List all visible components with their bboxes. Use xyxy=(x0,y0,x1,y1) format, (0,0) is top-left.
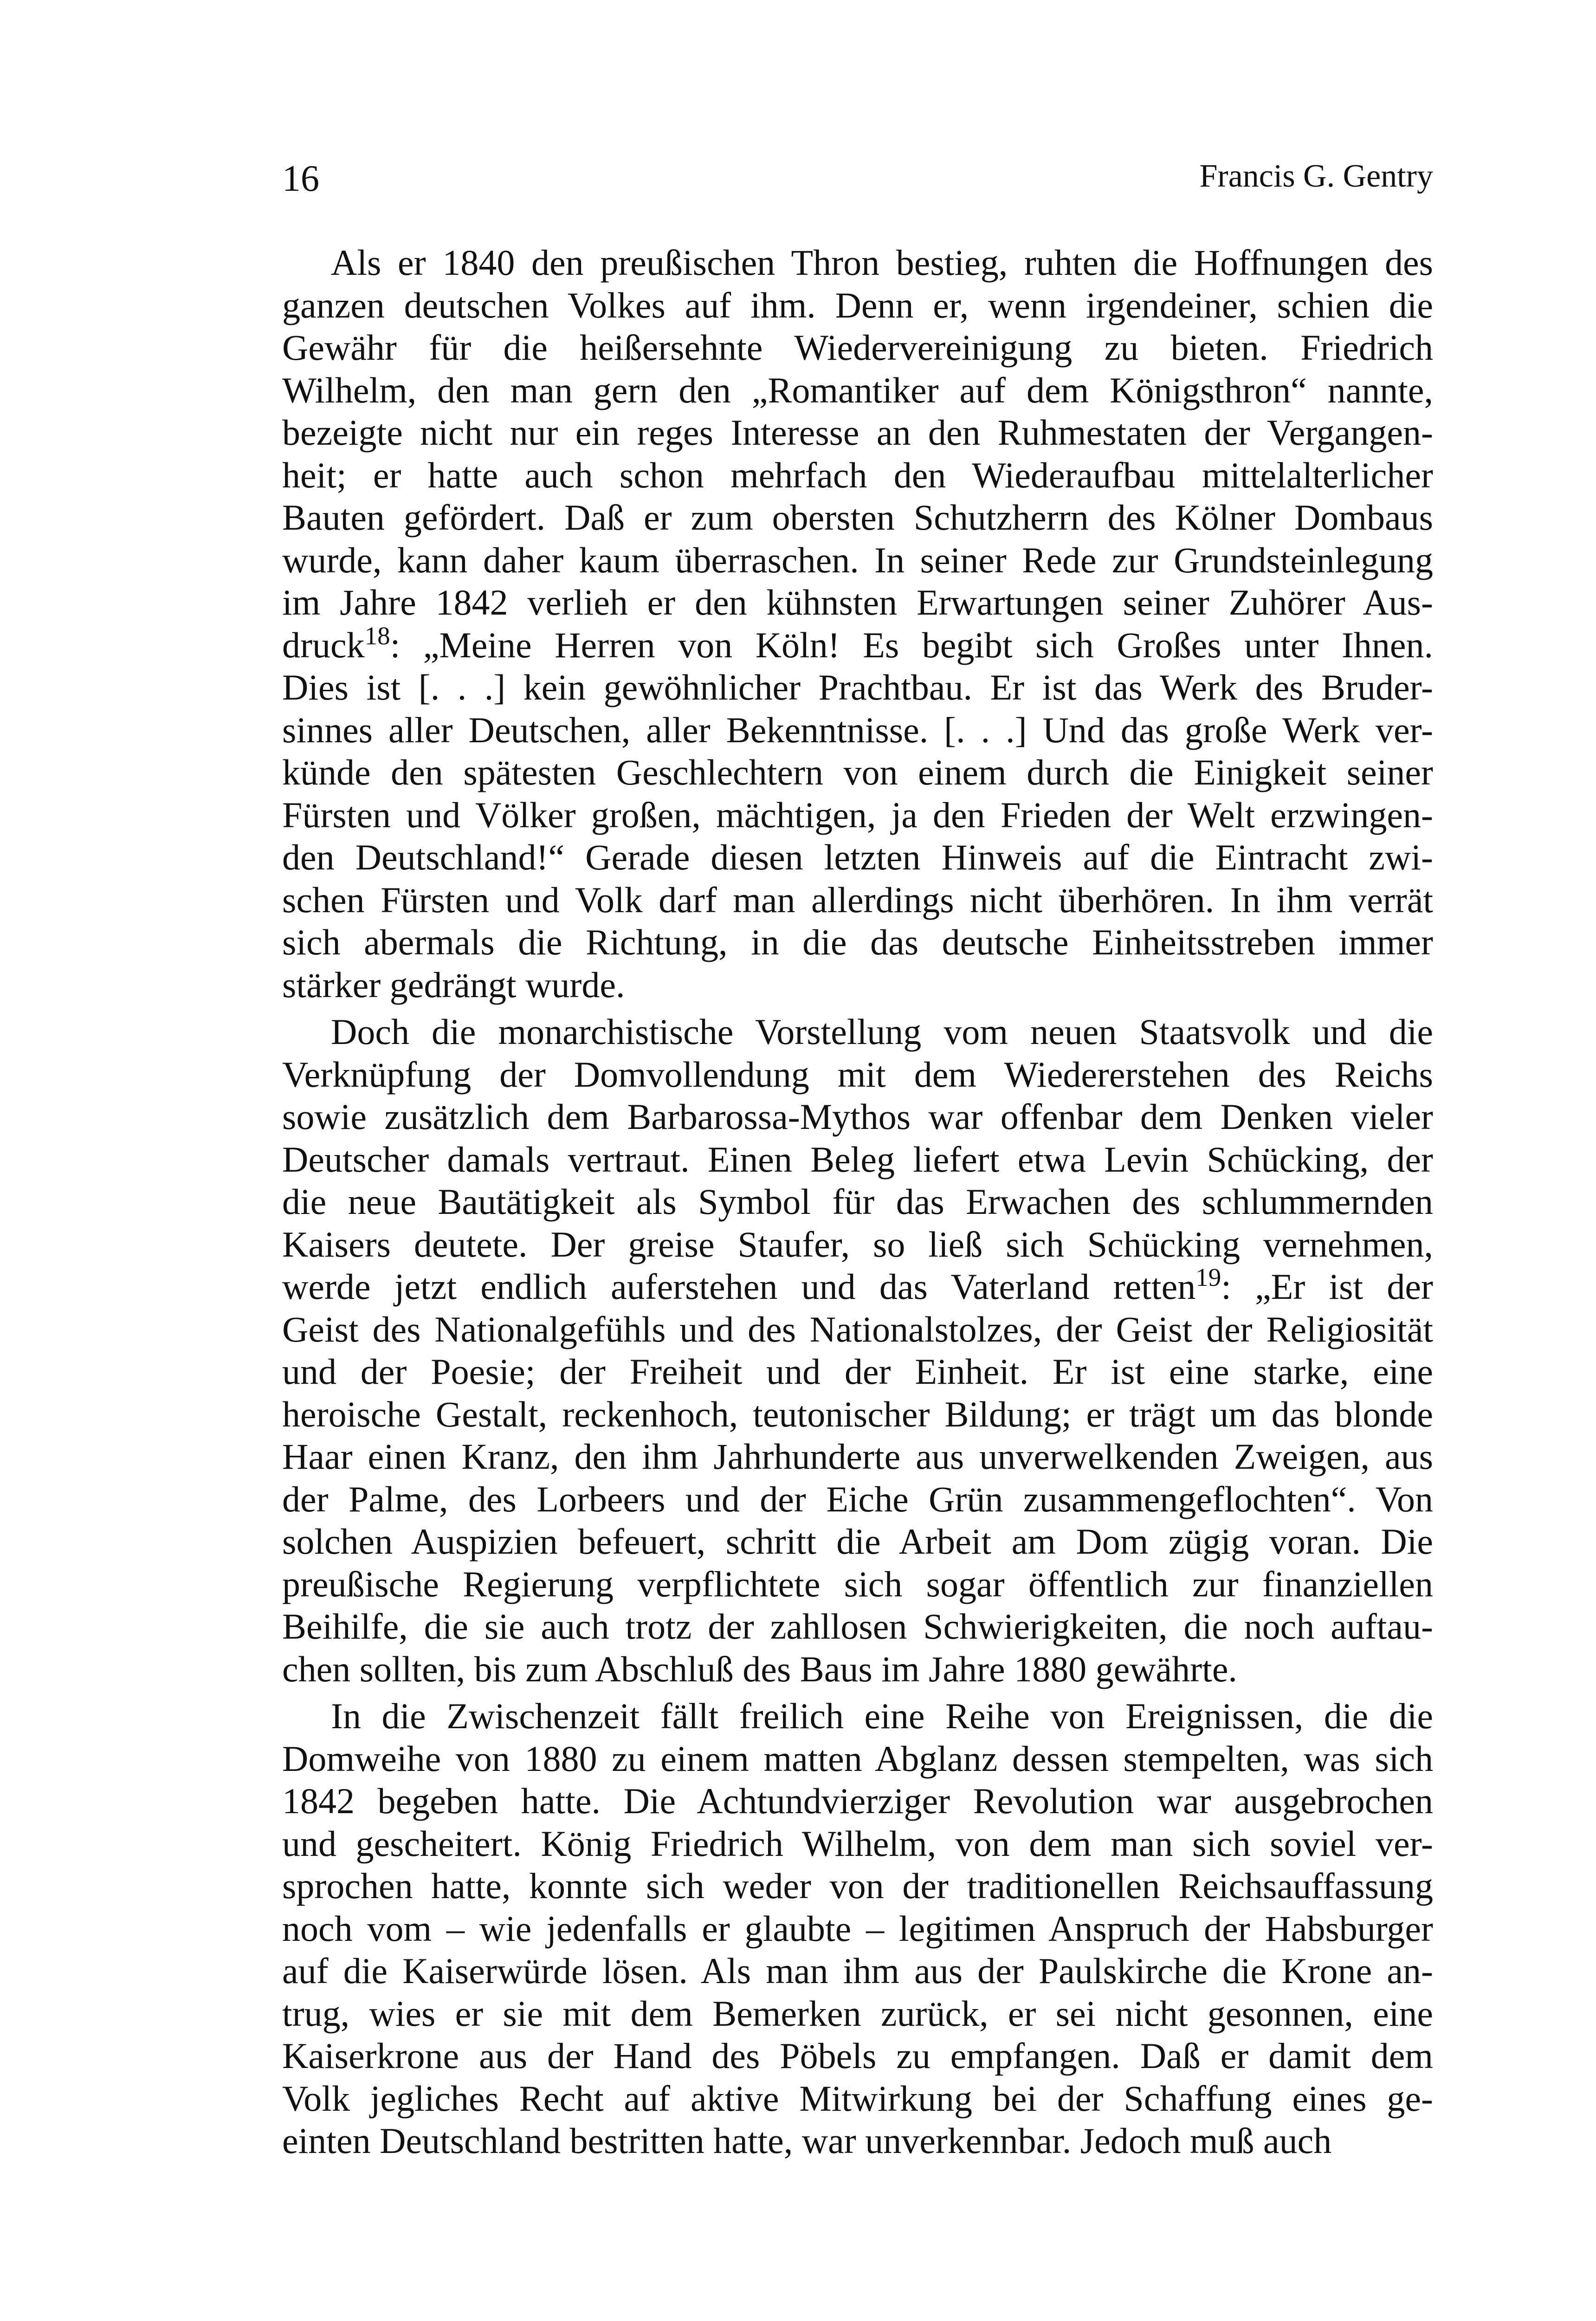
text-segment: druck xyxy=(282,624,365,665)
text-line: sich abermals die Richtung, in die das deutsche Einheitsstreben immer xyxy=(282,922,1433,962)
page-number: 16 xyxy=(282,158,319,199)
text-line: Als er 1840 den preußischen Thron bestieg, ruhten die Hoffnungen des xyxy=(331,242,1433,283)
text-line: Haar einen Kranz, den ihm Jahrhunderte aus unverwelkenden Zweigen, aus xyxy=(282,1436,1433,1477)
text-line: den Deutschland!“ Gerade diesen letzten Hinweis auf die Eintracht zwi- xyxy=(282,837,1433,877)
body-text xyxy=(282,241,1433,2162)
text-line: heroische Gestalt, reckenhoch, teutonischer Bildung; er trägt um das blonde xyxy=(282,1394,1433,1434)
text-segment: werde jetzt endlich auferstehen und das Vaterland retten xyxy=(282,1266,1196,1307)
text-line: bezeigte nicht nur ein reges Interesse an den Ruhmestaten der Vergangen- xyxy=(282,412,1433,453)
text-line: solchen Auspizien befeuert, schritt die Arbeit am Dom zügig voran. Die xyxy=(282,1521,1433,1562)
text-line: auf die Kaiserwürde lösen. Als man ihm aus der Paulskirche die Krone an- xyxy=(282,1951,1433,1991)
text-line xyxy=(282,624,1433,667)
text-line: 1842 begeben hatte. Die Achtundvierziger Revolution war ausgebrochen xyxy=(282,1781,1433,1821)
text-line: im Jahre 1842 verlieh er den kühnsten Erwartungen seiner Zuhörer Aus- xyxy=(282,582,1433,622)
text-line: sowie zusätzlich dem Barbarossa-Mythos war offenbar dem Denken vieler xyxy=(282,1096,1433,1137)
text-line: In die Zwischenzeit fällt freilich eine Reihe von Ereignissen, die die xyxy=(331,1696,1433,1736)
text-line: heit; er hatte auch schon mehrfach den Wiederaufbau mittelalterlicher xyxy=(282,454,1433,495)
text-line: Beihilfe, die sie auch trotz der zahllosen Schwierigkeiten, die noch auftau- xyxy=(282,1606,1433,1647)
text-line: Deutscher damals vertraut. Einen Beleg liefert etwa Levin Schücking, der xyxy=(282,1139,1433,1180)
text-line: Wilhelm, den man gern den „Romantiker auf dem Königsthron“ nannte, xyxy=(282,370,1433,410)
text-line: Fürsten und Völker großen, mächtigen, ja den Frieden der Welt erzwingen- xyxy=(282,794,1433,835)
text-line xyxy=(282,1265,1433,1308)
running-head-author: Francis G. Gentry xyxy=(1199,158,1433,194)
footnote-marker[interactable]: 19 xyxy=(1195,1265,1221,1291)
text-line: ganzen deutschen Volkes auf ihm. Denn er, wenn irgendeiner, schien die xyxy=(282,285,1433,325)
text-segment: : „Er ist der xyxy=(1221,1266,1433,1307)
text-line: die neue Bautätigkeit als Symbol für das Erwachen des schlummernden xyxy=(282,1181,1433,1222)
text-line: Geist des Nationalgefühls und des Nationalstolzes, der Geist der Religiosität xyxy=(282,1309,1433,1349)
text-line: wurde, kann daher kaum überraschen. In seiner Rede zur Grundsteinlegung xyxy=(282,539,1433,580)
text-line: künde den spätesten Geschlechtern von einem durch die Einigkeit seiner xyxy=(282,752,1433,792)
text-line: Bauten gefördert. Daß er zum obersten Schutzherrn des Kölner Dombaus xyxy=(282,497,1433,538)
paragraph-gap xyxy=(282,1690,1433,1695)
text-line: preußische Regierung verpflichtete sich sogar öffentlich zur finanziellen xyxy=(282,1563,1433,1604)
text-segment: : „Meine Herren von Köln! Es begibt sich Großes unter Ihnen. xyxy=(390,624,1433,665)
text-line: und gescheitert. König Friedrich Wilhelm, von dem man sich soviel ver- xyxy=(282,1823,1433,1864)
text-line: Kaiserkrone aus der Hand des Pöbels zu empfangen. Daß er damit dem xyxy=(282,2036,1433,2076)
footnote-marker[interactable]: 18 xyxy=(364,623,390,650)
text-line: trug, wies er sie mit dem Bemerken zurück, er sei nicht gesonnen, eine xyxy=(282,1993,1433,2034)
text-line: schen Fürsten und Volk darf man allerdings nicht überhören. In ihm verrät xyxy=(282,879,1433,920)
text-line: Gewähr für die heißersehnte Wiedervereinigung zu bieten. Friedrich xyxy=(282,327,1433,368)
text-line: stärker gedrängt wurde. xyxy=(282,964,625,1005)
paragraph-gap xyxy=(282,1006,1433,1011)
text-line: Doch die monarchistische Vorstellung vom neuen Staatsvolk und die xyxy=(331,1011,1433,1052)
text-line: und der Poesie; der Freiheit und der Einheit. Er ist eine starke, eine xyxy=(282,1351,1433,1392)
text-line: Kaisers deutete. Der greise Staufer, so ließ sich Schücking vernehmen, xyxy=(282,1224,1433,1264)
text-line: Domweihe von 1880 zu einem matten Abglanz dessen stempelten, was sich xyxy=(282,1738,1433,1779)
text-line: Verknüpfung der Domvollendung mit dem Wiedererstehen des Reichs xyxy=(282,1054,1433,1095)
text-line: Volk jegliches Recht auf aktive Mitwirkung bei der Schaffung eines ge- xyxy=(282,2078,1433,2119)
text-line: der Palme, des Lorbeers und der Eiche Grün zusammengeflochten“. Von xyxy=(282,1478,1433,1519)
text-line: sinnes aller Deutschen, aller Bekenntnisse. [. . .] Und das große Werk ver- xyxy=(282,709,1433,750)
text-line: chen sollten, bis zum Abschluß des Baus im Jahre 1880 gewährte. xyxy=(282,1648,1237,1689)
page-header xyxy=(282,158,1433,214)
text-line: Dies ist [. . .] kein gewöhnlicher Prachtbau. Er ist das Werk des Bruder- xyxy=(282,667,1433,707)
text-line: sprochen hatte, konnte sich weder von der traditionellen Reichsauffassung xyxy=(282,1866,1433,1906)
text-line: einten Deutschland bestritten hatte, war unverkennbar. Jedoch muß auch xyxy=(282,2120,1332,2161)
text-line: noch vom – wie jedenfalls er glaubte – legitimen Anspruch der Habsburger xyxy=(282,1908,1433,1949)
